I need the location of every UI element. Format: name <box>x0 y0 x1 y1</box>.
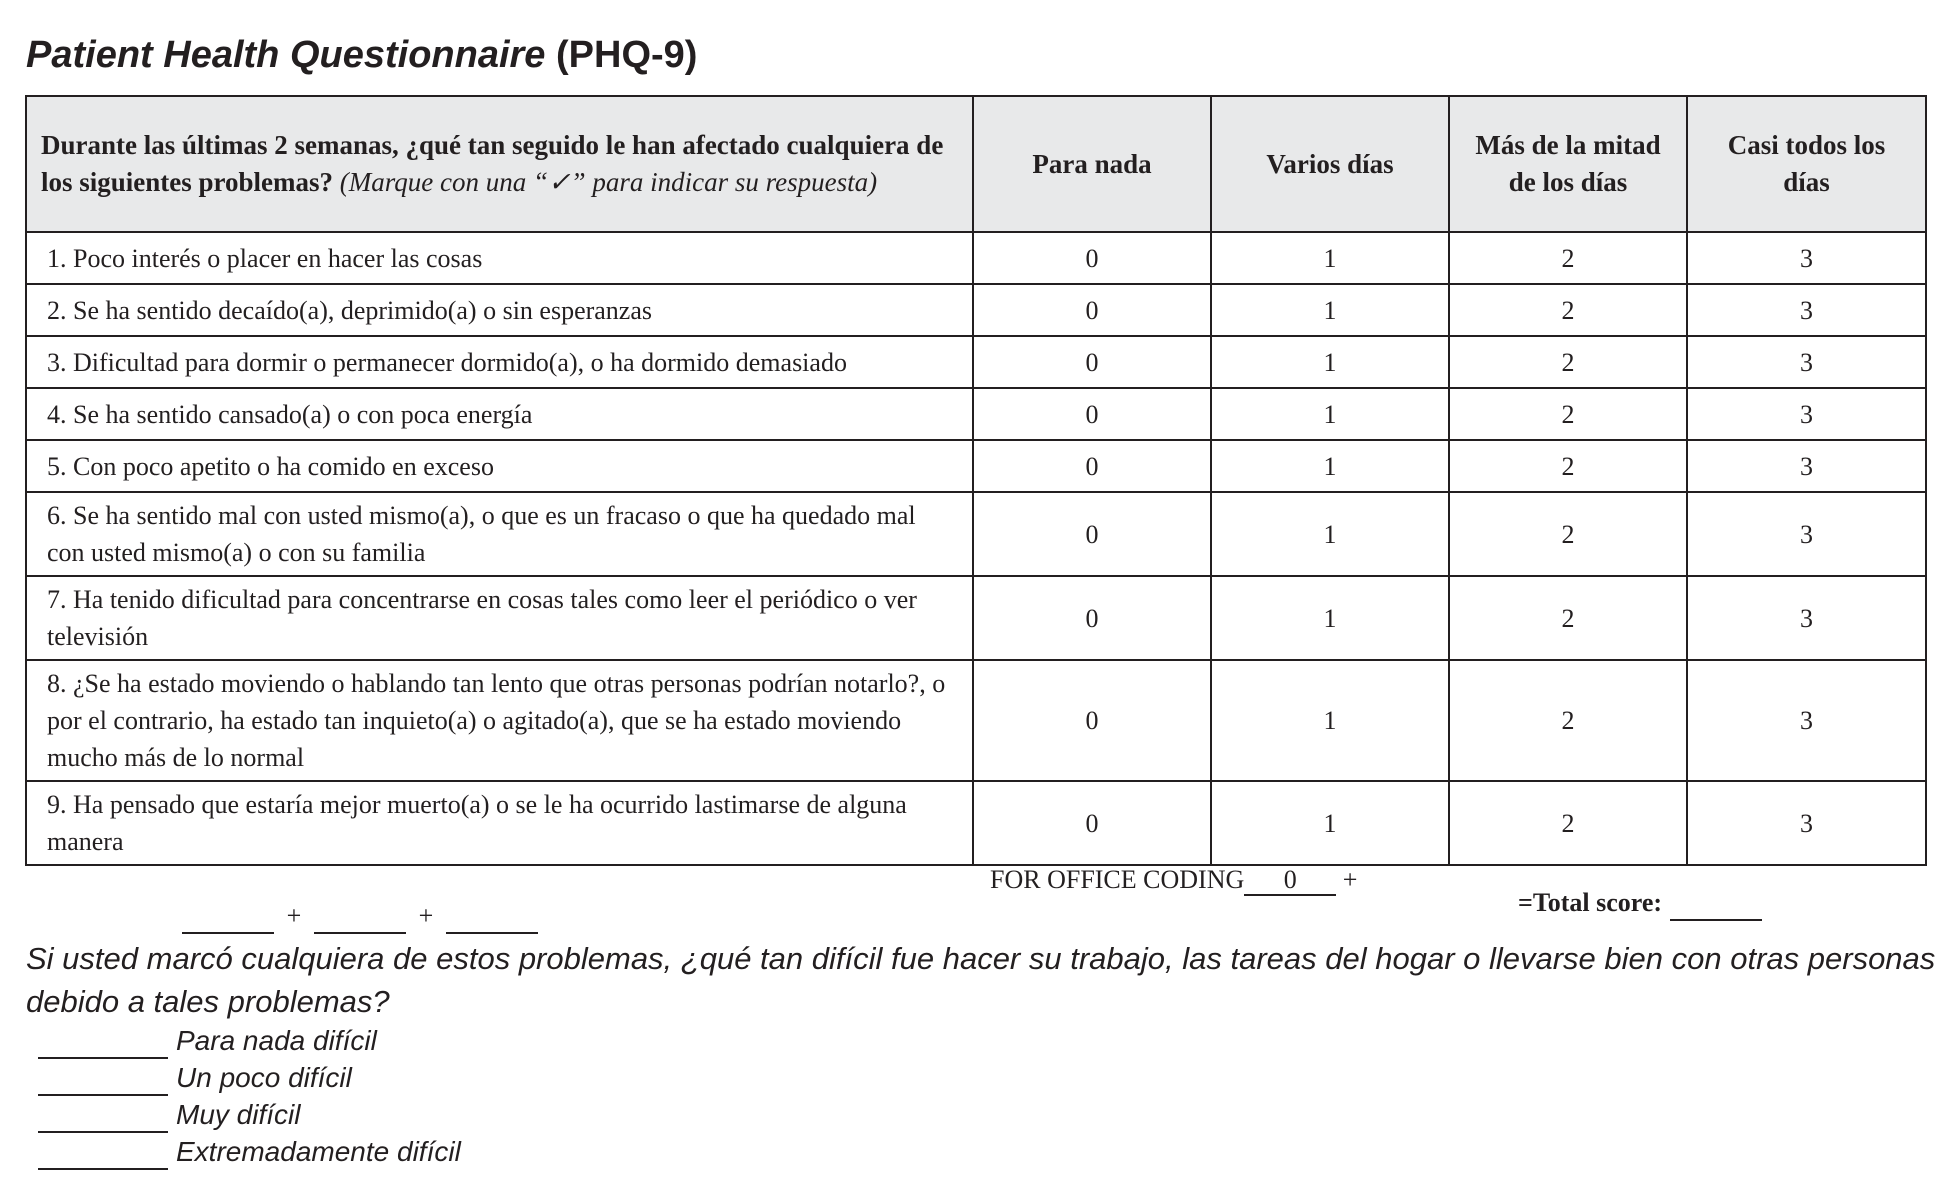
score-option-0[interactable]: 0 <box>973 284 1211 336</box>
subtotal-line-3[interactable] <box>446 900 538 934</box>
difficulty-options <box>38 1022 461 1170</box>
table-row <box>26 388 1926 440</box>
item-text: 9. Ha pensado que estaría mejor muerto(a) o se le ha ocurrido lastimarse de alguna manera <box>26 781 973 865</box>
difficulty-option <box>38 1059 461 1096</box>
question-header-note: (Marque con una “✓” para indicar su respuesta) <box>339 167 878 197</box>
difficulty-blank[interactable] <box>38 1138 168 1170</box>
difficulty-blank[interactable] <box>38 1027 168 1059</box>
subtotal-lines <box>182 898 538 934</box>
score-option-1[interactable]: 1 <box>1211 492 1449 576</box>
score-option-2[interactable]: 2 <box>1449 388 1687 440</box>
score-option-1[interactable]: 1 <box>1211 336 1449 388</box>
column-header-nearly-every-day: Casi todos los días <box>1687 96 1926 232</box>
score-option-3[interactable]: 3 <box>1687 440 1926 492</box>
item-text: 4. Se ha sentido cansado(a) o con poca energía <box>26 388 973 440</box>
score-option-3[interactable]: 3 <box>1687 388 1926 440</box>
score-option-3[interactable]: 3 <box>1687 284 1926 336</box>
score-option-0[interactable]: 0 <box>973 492 1211 576</box>
score-option-3[interactable]: 3 <box>1687 492 1926 576</box>
score-option-3[interactable]: 3 <box>1687 232 1926 284</box>
difficulty-question: Si usted marcó cualquiera de estos problemas, ¿qué tan difícil fue hacer su trabajo, las tareas del hogar o llevarse bien con otras personas debido a tales problemas? <box>26 941 1936 1019</box>
item-text: 8. ¿Se ha estado moviendo o hablando tan lento que otras personas podrían notarlo?, o por el contrario, ha estado tan inquieto(a) o agitado(a), que se ha estado moviendo mucho más de lo normal <box>26 660 973 781</box>
score-option-2[interactable]: 2 <box>1449 576 1687 660</box>
form-title-suffix: (PHQ-9) <box>556 34 698 76</box>
score-option-3[interactable]: 3 <box>1687 336 1926 388</box>
table-row <box>26 284 1926 336</box>
header-row <box>26 96 1926 232</box>
difficulty-option-label: Extremadamente difícil <box>176 1136 461 1167</box>
score-option-0[interactable]: 0 <box>973 388 1211 440</box>
question-header-text: Durante las últimas 2 semanas, ¿qué tan seguido le han afectado cualquiera de los siguientes problemas? <box>41 130 944 197</box>
score-option-1[interactable]: 1 <box>1211 576 1449 660</box>
office-coding-plus: + <box>1342 865 1358 894</box>
form-title <box>26 30 697 80</box>
difficulty-blank[interactable] <box>38 1101 168 1133</box>
score-option-0[interactable]: 0 <box>973 232 1211 284</box>
subtotal-line-2[interactable] <box>314 900 406 934</box>
score-option-2[interactable]: 2 <box>1449 660 1687 781</box>
table-row <box>26 336 1926 388</box>
table-row <box>26 232 1926 284</box>
score-option-0[interactable]: 0 <box>973 660 1211 781</box>
score-option-0[interactable]: 0 <box>973 576 1211 660</box>
table-row <box>26 576 1926 660</box>
table-row <box>26 492 1926 576</box>
score-option-0[interactable]: 0 <box>973 781 1211 865</box>
score-option-1[interactable]: 1 <box>1211 781 1449 865</box>
office-coding <box>990 862 1357 898</box>
score-option-1[interactable]: 1 <box>1211 440 1449 492</box>
score-option-2[interactable]: 2 <box>1449 336 1687 388</box>
difficulty-option-label: Para nada difícil <box>176 1025 377 1056</box>
total-score-line[interactable] <box>1670 887 1762 921</box>
score-option-2[interactable]: 2 <box>1449 284 1687 336</box>
score-option-1[interactable]: 1 <box>1211 660 1449 781</box>
question-header <box>26 96 973 232</box>
score-option-3[interactable]: 3 <box>1687 576 1926 660</box>
item-text: 2. Se ha sentido decaído(a), deprimido(a) o sin esperanzas <box>26 284 973 336</box>
table-row <box>26 781 1926 865</box>
column-header-several-days: Varios días <box>1211 96 1449 232</box>
score-option-1[interactable]: 1 <box>1211 388 1449 440</box>
score-option-2[interactable]: 2 <box>1449 232 1687 284</box>
item-text: 3. Dificultad para dormir o permanecer dormido(a), o ha dormido demasiado <box>26 336 973 388</box>
item-text: 5. Con poco apetito o ha comido en exceso <box>26 440 973 492</box>
score-option-2[interactable]: 2 <box>1449 781 1687 865</box>
difficulty-option-label: Muy difícil <box>176 1099 301 1130</box>
score-option-0[interactable]: 0 <box>973 336 1211 388</box>
form-title-main: Patient Health Questionnaire <box>26 34 546 76</box>
questionnaire-table <box>25 95 1927 866</box>
difficulty-option-label: Un poco difícil <box>176 1062 352 1093</box>
item-text: 1. Poco interés o placer en hacer las cosas <box>26 232 973 284</box>
plus-sign: + <box>286 901 302 930</box>
score-option-2[interactable]: 2 <box>1449 440 1687 492</box>
plus-sign: + <box>418 901 434 930</box>
total-score <box>1518 885 1762 921</box>
item-text: 7. Ha tenido dificultad para concentrarse en cosas tales como leer el periódico o ver televisión <box>26 576 973 660</box>
office-coding-label: FOR OFFICE CODING <box>990 865 1245 894</box>
score-option-1[interactable]: 1 <box>1211 232 1449 284</box>
difficulty-option <box>38 1133 461 1170</box>
score-option-0[interactable]: 0 <box>973 440 1211 492</box>
office-coding-value[interactable]: 0 <box>1244 862 1336 896</box>
difficulty-option <box>38 1096 461 1133</box>
item-text: 6. Se ha sentido mal con usted mismo(a), o que es un fracaso o que ha quedado mal con usted mismo(a) o con su familia <box>26 492 973 576</box>
subtotal-line-1[interactable] <box>182 900 274 934</box>
total-score-label: =Total score: <box>1518 888 1663 917</box>
column-header-more-than-half: Más de la mitad de los días <box>1449 96 1687 232</box>
difficulty-blank[interactable] <box>38 1064 168 1096</box>
score-option-1[interactable]: 1 <box>1211 284 1449 336</box>
column-header-not-at-all: Para nada <box>973 96 1211 232</box>
score-option-3[interactable]: 3 <box>1687 660 1926 781</box>
score-option-3[interactable]: 3 <box>1687 781 1926 865</box>
difficulty-option <box>38 1022 461 1059</box>
table-row <box>26 660 1926 781</box>
table-row <box>26 440 1926 492</box>
score-option-2[interactable]: 2 <box>1449 492 1687 576</box>
